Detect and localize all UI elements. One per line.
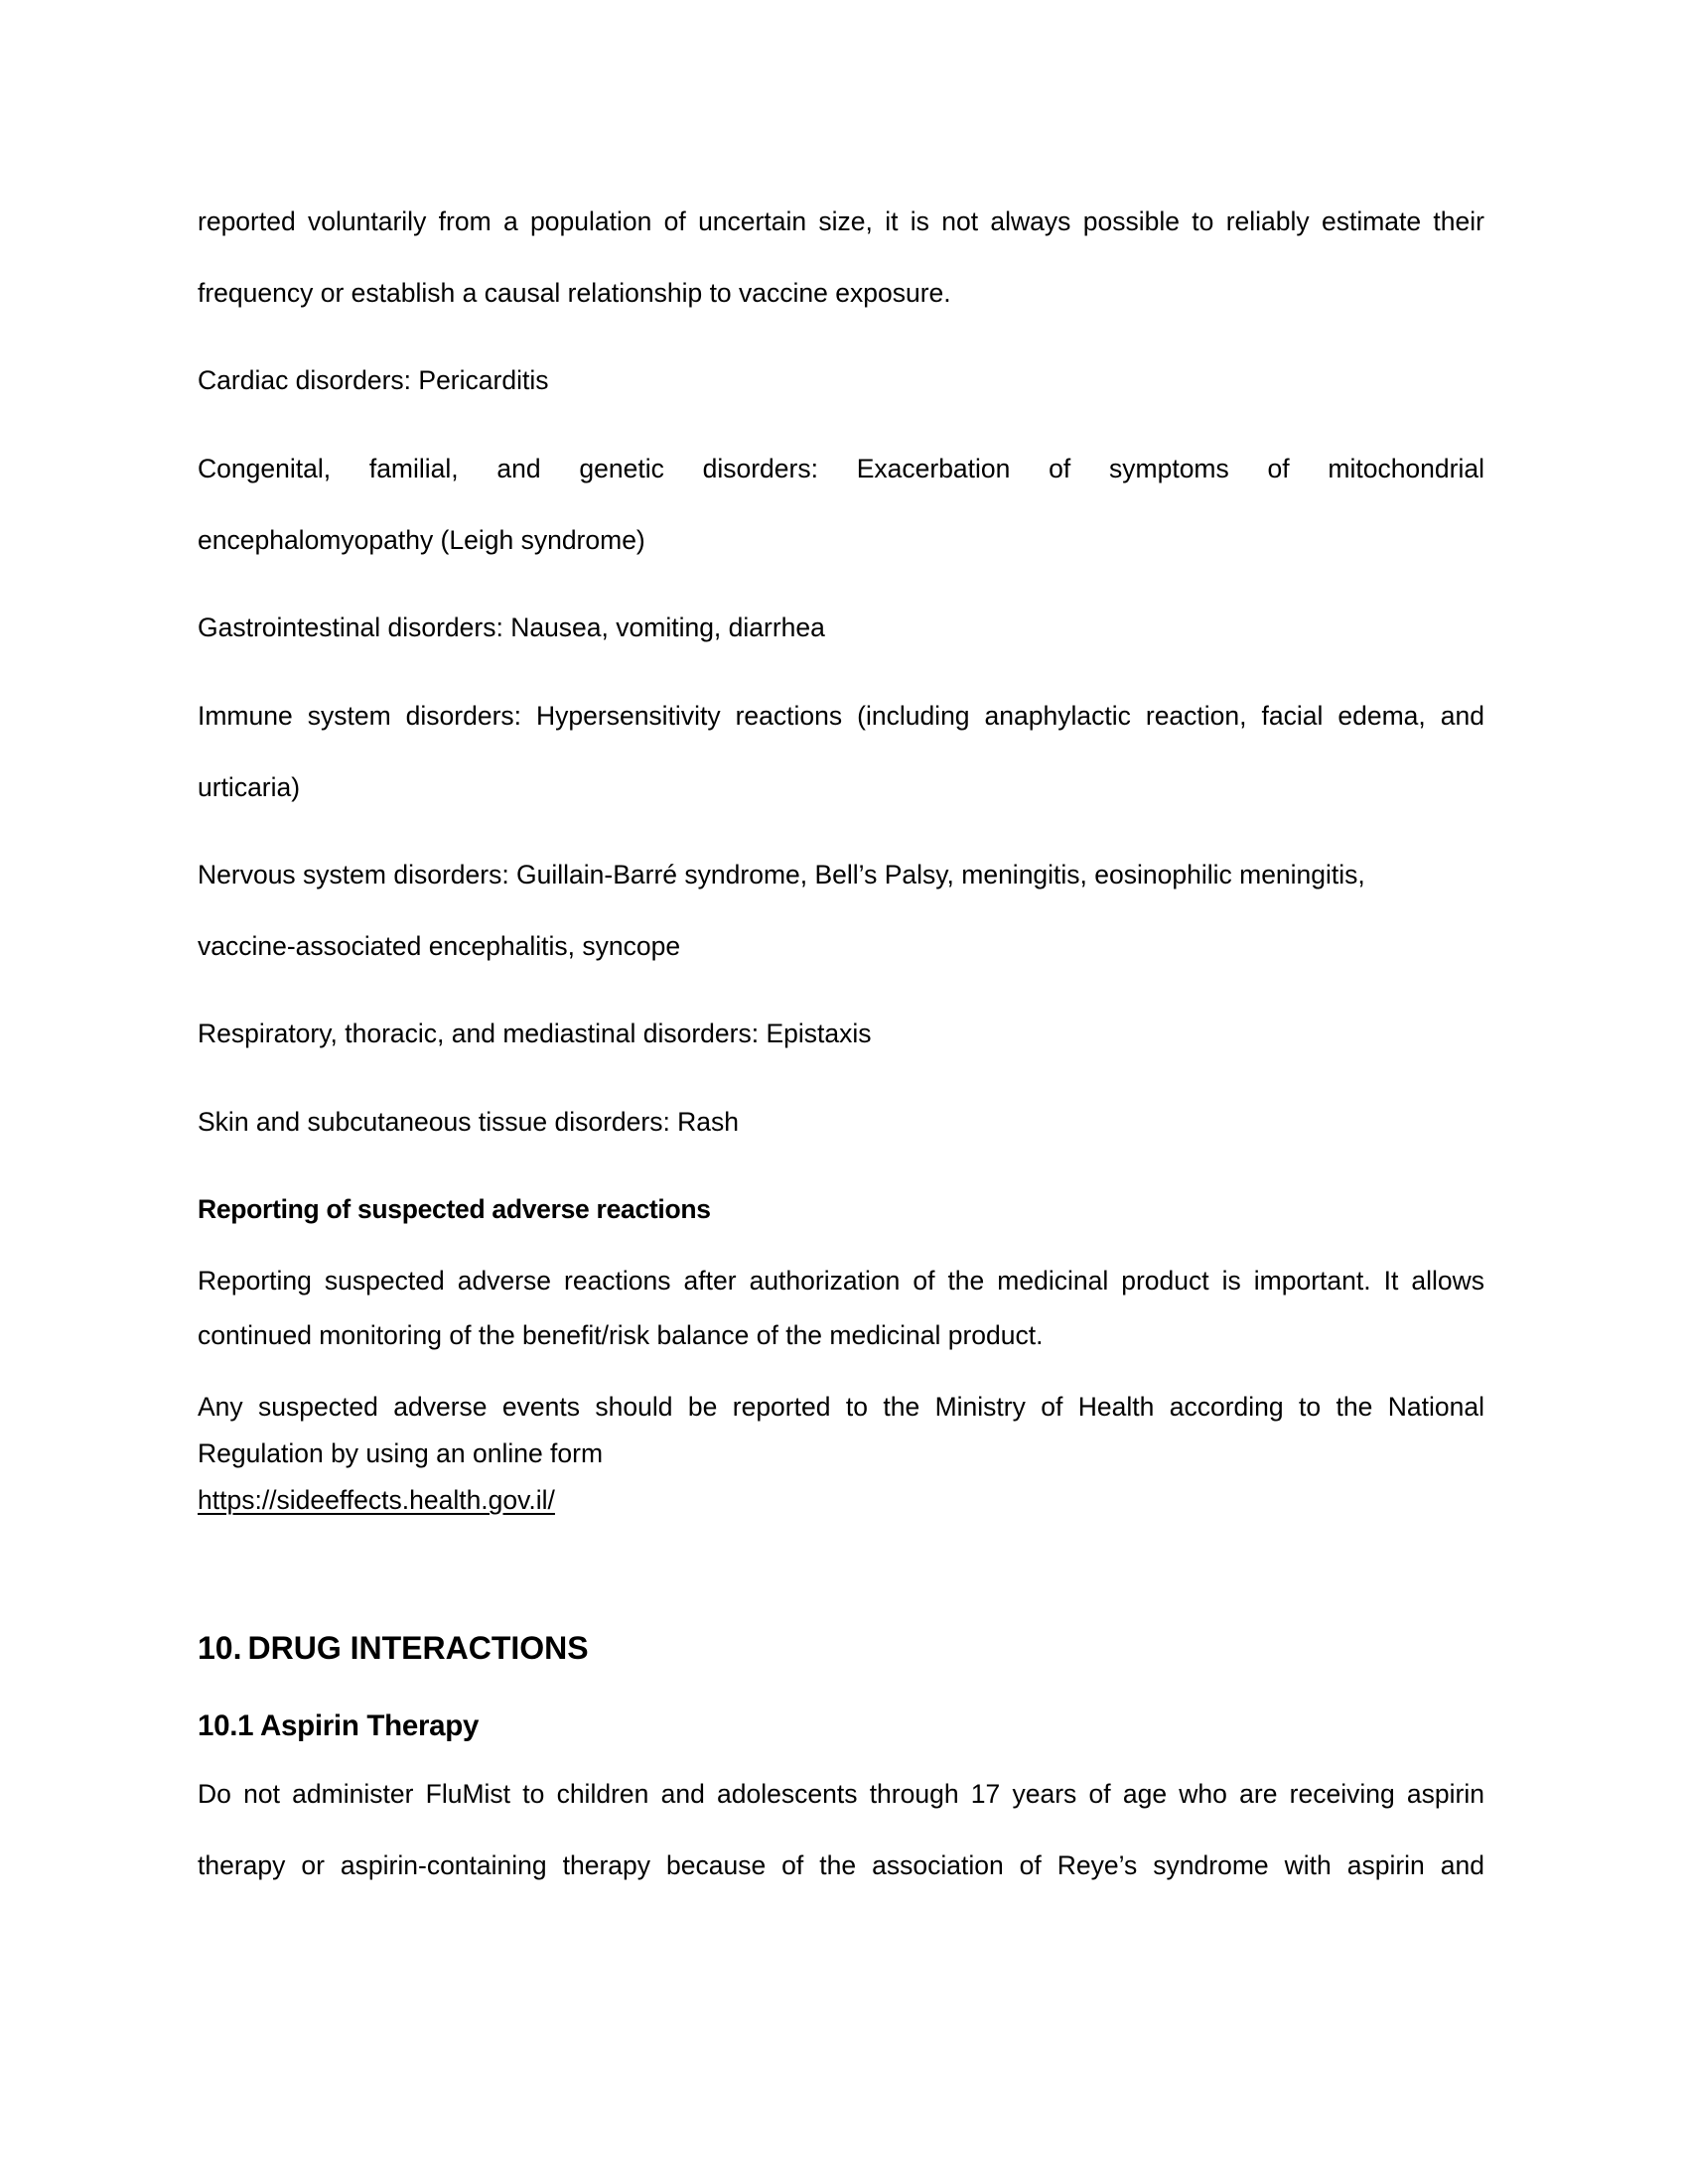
skin-disorders-item: Skin and subcutaneous tissue disorders: Rash — [198, 1107, 740, 1137]
cardiac-disorders-item: Cardiac disorders: Pericarditis — [198, 365, 549, 395]
reporting-link-line — [198, 1483, 1484, 1517]
aspirin-paragraph-line: Do not administer FluMist to children and adolescents through 17 years of age who are receiving aspirin — [198, 1779, 1484, 1809]
reporting-subheading: Reporting of suspected adverse reactions — [198, 1194, 711, 1224]
gastrointestinal-disorders-item: Gastrointestinal disorders: Nausea, vomiting, diarrhea — [198, 613, 825, 642]
body-text-line: frequency or establish a causal relationship to vaccine exposure. — [198, 278, 951, 308]
nervous-system-disorders-item-continued: vaccine-associated encephalitis, syncope — [198, 931, 681, 961]
immune-system-disorders-item: Immune system disorders: Hypersensitivity reactions (including anaphylactic reaction, facial edema, and — [198, 701, 1484, 731]
reporting-instructions-line: Regulation by using an online form — [198, 1438, 604, 1468]
reporting-instructions-line: Any suspected adverse events should be reported to the Ministry of Health according to the National — [198, 1392, 1484, 1422]
subsection-heading-aspirin-therapy: 10.1 Aspirin Therapy — [198, 1709, 480, 1742]
section-heading-drug-interactions — [198, 1628, 1484, 1668]
side-effects-reporting-link[interactable]: https://sideeffects.health.gov.il/ — [198, 1485, 555, 1515]
congenital-disorders-item: Congenital, familial, and genetic disorders: Exacerbation of symptoms of mitochondrial — [198, 454, 1484, 483]
reporting-paragraph-line: Reporting suspected adverse reactions after authorization of the medicinal product is important. It allows — [198, 1266, 1484, 1296]
respiratory-disorders-item: Respiratory, thoracic, and mediastinal disorders: Epistaxis — [198, 1019, 872, 1048]
congenital-disorders-item-continued: encephalomyopathy (Leigh syndrome) — [198, 525, 645, 555]
immune-system-disorders-item-continued: urticaria) — [198, 772, 301, 802]
aspirin-paragraph-line: therapy or aspirin-containing therapy because of the association of Reye’s syndrome with aspirin and — [198, 1850, 1484, 1880]
section-title: DRUG INTERACTIONS — [247, 1630, 589, 1666]
nervous-system-disorders-item: Nervous system disorders: Guillain-Barré syndrome, Bell’s Palsy, meningitis, eosinophilic meningitis, — [198, 860, 1365, 889]
section-number: 10. — [198, 1630, 242, 1666]
body-text-line: reported voluntarily from a population of uncertain size, it is not always possible to reliably estimate their — [198, 206, 1484, 236]
reporting-paragraph-line: continued monitoring of the benefit/risk balance of the medicinal product. — [198, 1320, 1044, 1350]
